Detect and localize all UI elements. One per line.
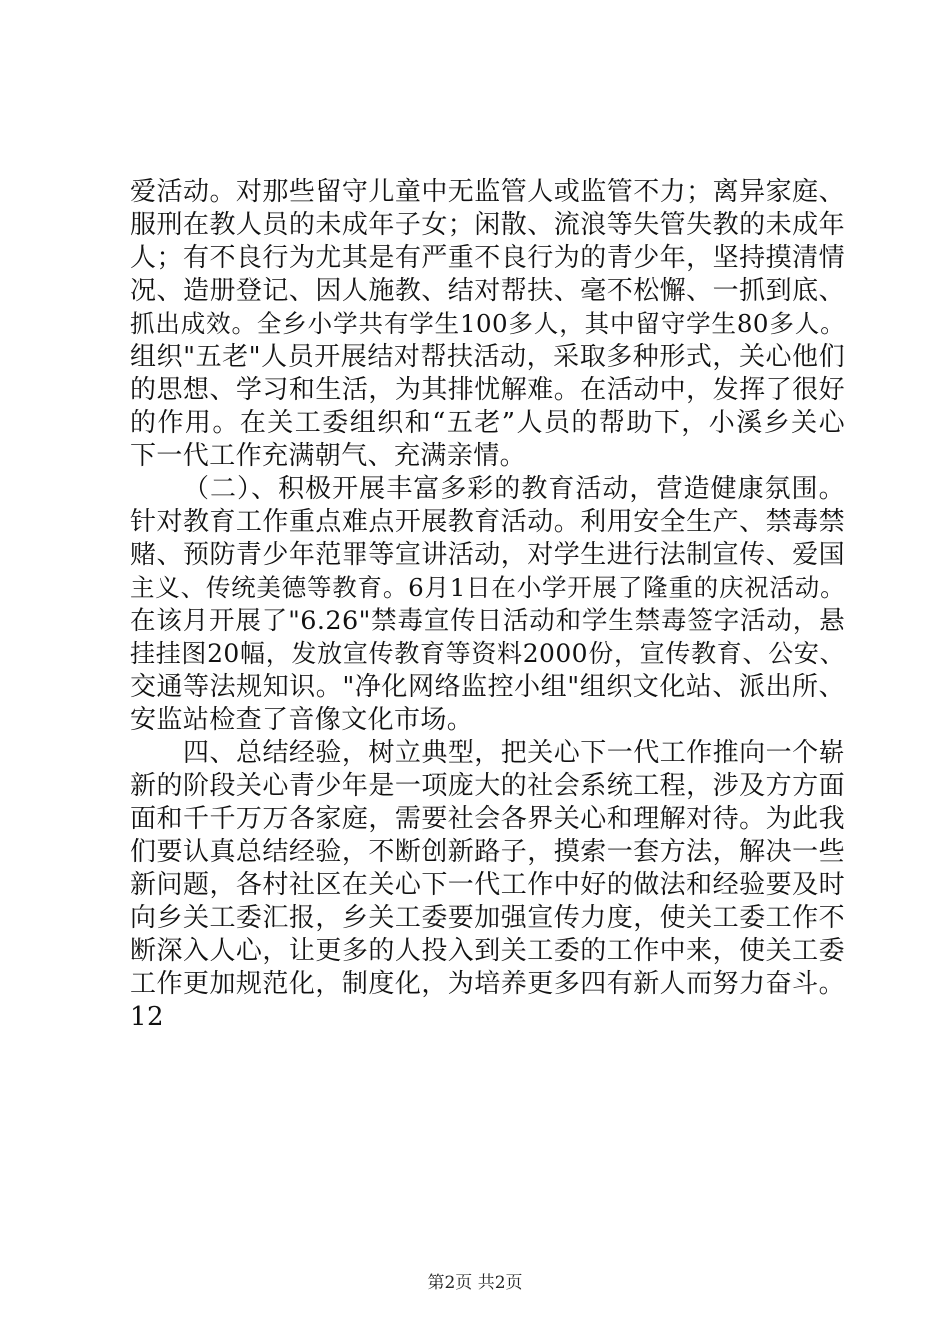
section-heading: （二）、积极开展丰富多彩的教育活动，营造健康氛围。 — [183, 474, 845, 504]
paragraph-line: 挂挂图20幅，发放宣传教育等资料2000份，宣传教育、公安、 — [130, 639, 845, 668]
paragraph-line: 况、造册登记、因人施教、结对帮扶、毫不松懈、一抓到底、 — [130, 276, 845, 306]
paragraph-line: 面和千千万万各家庭，需要社会各界关心和理解对待。为此我 — [130, 804, 845, 834]
paragraph-line: 的思想、学习和生活，为其排忧解难。在活动中，发挥了很好 — [130, 375, 845, 405]
paragraph-line: 向乡关工委汇报，乡关工委要加强宣传力度，使关工委工作不 — [130, 903, 845, 933]
paragraph-line: 下一代工作充满朝气、充满亲情。 — [130, 441, 527, 471]
paragraph-line: 人；有不良行为尤其是有严重不良行为的青少年，坚持摸清情 — [130, 243, 845, 273]
paragraph-line: 爱活动。对那些留守儿童中无监管人或监管不力；离异家庭、 — [130, 177, 845, 207]
paragraph-line: 新问题，各村社区在关心下一代工作中好的做法和经验要及时 — [130, 870, 845, 900]
paragraph-line: 交通等法规知识。"净化网络监控小组"组织文化站、派出所、 — [130, 672, 845, 702]
paragraph-line: 的作用。在关工委组织和“五老”人员的帮助下，小溪乡关心 — [130, 408, 845, 438]
paragraph-line: 断深入人心，让更多的人投入到关工委的工作中来，使关工委 — [130, 936, 845, 966]
paragraph-line: 赌、预防青少年范罪等宣讲活动，对学生进行法制宣传、爱国 — [130, 540, 845, 570]
page-footer: 第2页 共2页 — [427, 1273, 523, 1293]
paragraph-line: 抓出成效。全乡小学共有学生100多人，其中留守学生80多人。 — [130, 309, 845, 338]
paragraph-line: 新的阶段关心青少年是一项庞大的社会系统工程，涉及方方面 — [130, 771, 845, 801]
paragraph-line: 针对教育工作重点难点开展教育活动。利用安全生产、禁毒禁 — [130, 507, 845, 537]
paragraph-line: 工作更加规范化，制度化，为培养更多四有新人而努力奋斗。 — [130, 969, 845, 999]
paragraph-line: 们要认真总结经验，不断创新路子，摸索一套方法，解决一些 — [130, 837, 845, 867]
paragraph-line: 在该月开展了"6.26"禁毒宣传日活动和学生禁毒签字活动，悬 — [130, 606, 845, 636]
paragraph-line: 服刑在教人员的未成年子女；闲散、流浪等失管失教的未成年 — [130, 210, 845, 240]
paragraph-line: 主义、传统美德等教育。6月1日在小学开展了隆重的庆祝活动。 — [130, 573, 845, 602]
paragraph-line: 安监站检查了音像文化市场。 — [130, 705, 474, 735]
paragraph-line: 组织"五老"人员开展结对帮扶活动，采取多种形式，关心他们 — [130, 342, 845, 372]
paragraph-line: 12 — [130, 1002, 164, 1032]
section-heading: 四、总结经验，树立典型，把关心下一代工作推向一个崭 — [183, 738, 845, 768]
